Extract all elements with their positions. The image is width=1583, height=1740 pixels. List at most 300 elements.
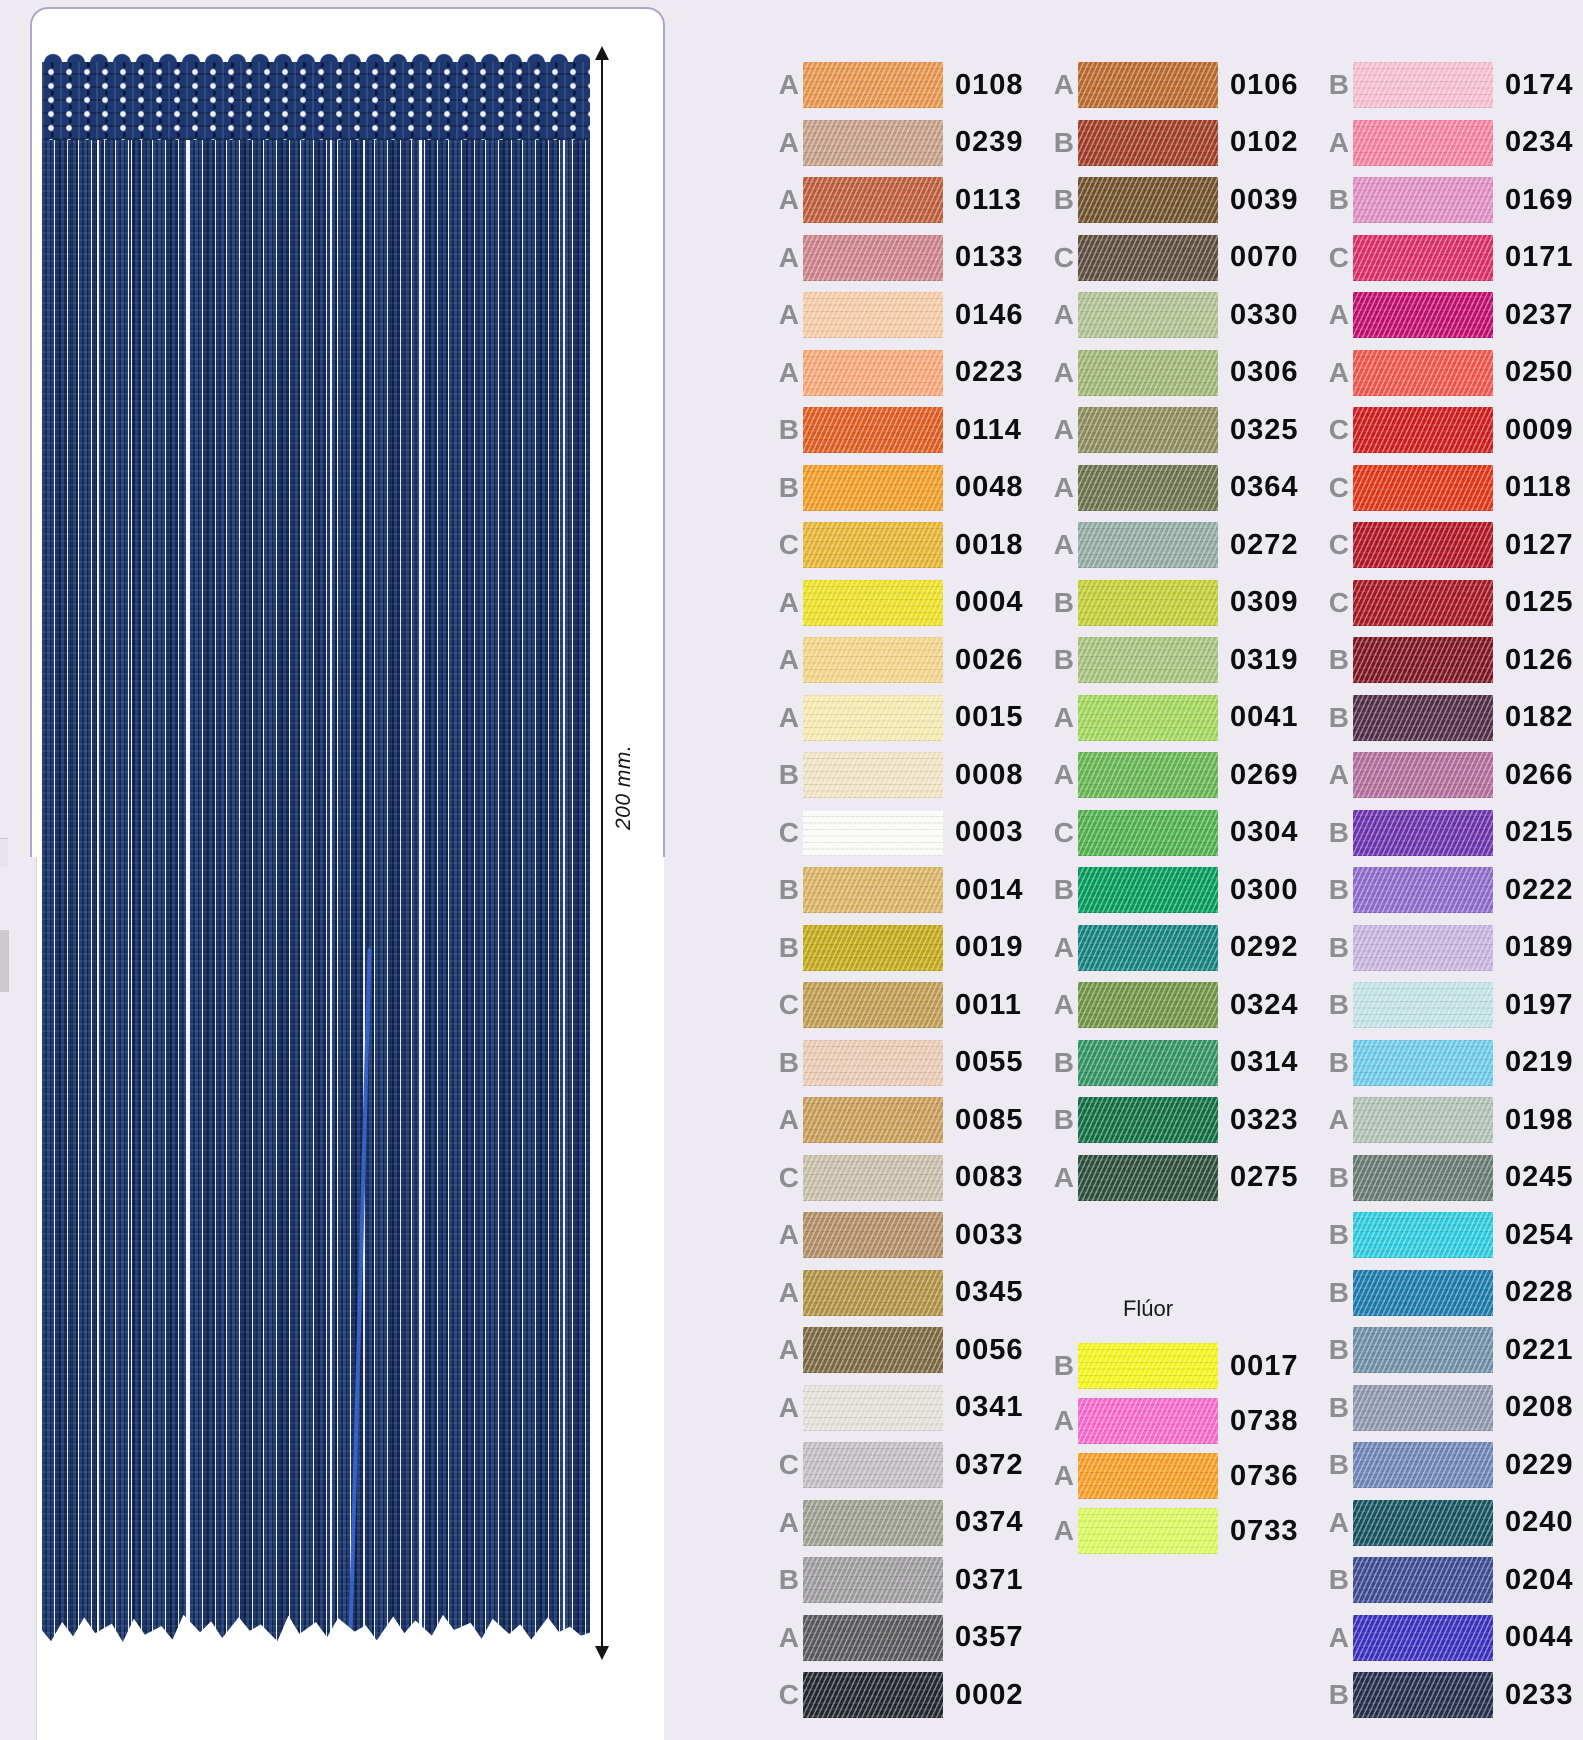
swatch-image[interactable] xyxy=(803,925,943,971)
swatch-code: 0323 xyxy=(1230,1103,1299,1136)
swatch-row xyxy=(1319,695,1574,741)
swatch-row xyxy=(769,695,1024,741)
swatch-row xyxy=(769,1500,1024,1546)
swatch-image[interactable] xyxy=(1353,292,1493,338)
swatch-image[interactable] xyxy=(803,407,943,453)
swatch-row xyxy=(769,522,1024,568)
swatch-code: 0070 xyxy=(1230,241,1299,273)
swatch-row xyxy=(769,580,1024,626)
swatch-image[interactable] xyxy=(1353,407,1493,453)
swatch-row xyxy=(769,1615,1024,1661)
swatch-group-letter: A xyxy=(1328,356,1349,388)
swatch-code: 0223 xyxy=(955,356,1024,388)
swatch-image[interactable] xyxy=(1078,867,1218,913)
swatch-row xyxy=(1319,177,1574,223)
swatch-group-letter: C xyxy=(778,989,799,1020)
swatch-code: 0182 xyxy=(1505,701,1574,733)
swatch-group-letter: C xyxy=(778,1161,799,1193)
fringe-strands xyxy=(42,140,590,1648)
cut-off-panel-edge xyxy=(0,930,9,992)
swatch-group-letter: B xyxy=(1328,1564,1349,1595)
swatch-image[interactable] xyxy=(1078,120,1218,166)
swatch-group-letter: A xyxy=(1053,414,1074,445)
swatch-image[interactable] xyxy=(803,1442,943,1488)
swatch-code: 0033 xyxy=(955,1218,1024,1251)
swatch-row xyxy=(1044,982,1299,1028)
swatch-group-letter: A xyxy=(1328,1621,1349,1653)
swatch-code: 0239 xyxy=(955,126,1024,158)
swatch-code: 0008 xyxy=(955,758,1024,791)
swatch-row xyxy=(1044,350,1299,396)
swatch-image[interactable] xyxy=(803,752,943,798)
swatch-code: 0017 xyxy=(1230,1349,1299,1382)
swatch-row xyxy=(1044,1398,1299,1444)
swatch-group-letter: A xyxy=(778,586,799,618)
swatch-code: 0364 xyxy=(1230,471,1299,503)
swatch-group-letter: A xyxy=(1053,1161,1074,1193)
swatch-code: 0039 xyxy=(1230,183,1299,216)
swatch-row xyxy=(1319,465,1574,511)
swatch-image[interactable] xyxy=(1353,695,1493,741)
swatch-group-letter: B xyxy=(1328,989,1349,1020)
swatch-group-letter: B xyxy=(1328,701,1349,733)
swatch-row xyxy=(1044,1040,1299,1086)
swatch-code: 0126 xyxy=(1505,643,1574,676)
swatch-image[interactable] xyxy=(1078,925,1218,971)
swatch-row xyxy=(769,1155,1024,1201)
swatch-row xyxy=(769,1040,1024,1086)
swatch-row xyxy=(1044,1343,1299,1389)
swatch-image[interactable] xyxy=(803,1155,943,1201)
swatch-row xyxy=(769,62,1024,108)
swatch-image[interactable] xyxy=(1353,1097,1493,1143)
swatch-row xyxy=(1319,1097,1574,1143)
swatch-code: 0325 xyxy=(1230,413,1299,446)
swatch-group-letter: B xyxy=(1328,874,1349,905)
swatch-image[interactable] xyxy=(803,1557,943,1603)
swatch-code: 0171 xyxy=(1505,241,1574,273)
swatch-image[interactable] xyxy=(803,1672,943,1718)
swatch-code: 0306 xyxy=(1230,356,1299,388)
swatch-group-letter: A xyxy=(1328,299,1349,330)
swatch-code: 0341 xyxy=(955,1391,1024,1423)
swatch-group-letter: A xyxy=(778,644,799,675)
swatch-row xyxy=(769,1212,1024,1258)
swatch-image[interactable] xyxy=(1078,407,1218,453)
swatch-row xyxy=(769,235,1024,281)
swatch-row xyxy=(769,867,1024,913)
swatch-row xyxy=(1044,62,1299,108)
swatch-row xyxy=(769,925,1024,971)
swatch-row xyxy=(1319,580,1574,626)
swatch-group-letter: B xyxy=(1053,1046,1074,1078)
swatch-row xyxy=(1044,1508,1299,1554)
swatch-group-letter: A xyxy=(778,184,799,215)
fringe-braided-header xyxy=(42,62,590,140)
swatch-image[interactable] xyxy=(803,1327,943,1373)
swatch-code: 0372 xyxy=(955,1448,1024,1481)
swatch-row xyxy=(769,1385,1024,1431)
swatch-image[interactable] xyxy=(803,1270,943,1316)
swatch-image[interactable] xyxy=(1078,580,1218,626)
swatch-row xyxy=(769,1270,1024,1316)
swatch-image[interactable] xyxy=(1353,1155,1493,1201)
swatch-image[interactable] xyxy=(803,867,943,913)
swatch-group-letter: A xyxy=(1053,299,1074,330)
swatch-code: 0304 xyxy=(1230,816,1299,848)
swatch-row xyxy=(1319,1327,1574,1373)
swatch-group-letter: C xyxy=(1328,471,1349,503)
swatch-group-letter: A xyxy=(778,1219,799,1250)
swatch-image[interactable] xyxy=(803,465,943,511)
swatch-image[interactable] xyxy=(1078,177,1218,223)
swatch-image[interactable] xyxy=(1353,1615,1493,1661)
swatch-image[interactable] xyxy=(803,120,943,166)
swatch-image[interactable] xyxy=(1078,292,1218,338)
swatch-group-letter: B xyxy=(778,471,799,503)
swatch-image[interactable] xyxy=(1353,810,1493,856)
swatch-image[interactable] xyxy=(1078,695,1218,741)
swatch-image[interactable] xyxy=(1353,752,1493,798)
swatch-image[interactable] xyxy=(803,350,943,396)
swatch-code: 0250 xyxy=(1505,356,1574,388)
swatch-row xyxy=(1319,867,1574,913)
swatch-image[interactable] xyxy=(803,1500,943,1546)
swatch-image[interactable] xyxy=(1353,580,1493,626)
swatch-image[interactable] xyxy=(1078,1155,1218,1201)
swatch-image[interactable] xyxy=(1353,465,1493,511)
swatch-row xyxy=(1319,1155,1574,1201)
swatch-group-letter: C xyxy=(1053,241,1074,273)
swatch-group-letter: C xyxy=(1328,586,1349,618)
swatch-row xyxy=(769,752,1024,798)
swatch-code: 0118 xyxy=(1505,471,1572,503)
swatch-group-letter: C xyxy=(778,816,799,848)
swatch-code: 0222 xyxy=(1505,873,1574,906)
swatch-code: 0009 xyxy=(1505,413,1574,446)
swatch-code: 0228 xyxy=(1505,1276,1574,1308)
swatch-group-letter: B xyxy=(778,1046,799,1078)
swatch-code: 0300 xyxy=(1230,873,1299,906)
dimension-arrow-down-icon xyxy=(595,1646,609,1660)
swatch-group-letter: C xyxy=(1328,414,1349,445)
swatch-row xyxy=(1319,810,1574,856)
swatch-image[interactable] xyxy=(803,1212,943,1258)
swatch-row xyxy=(1044,120,1299,166)
swatch-row xyxy=(769,120,1024,166)
swatch-image[interactable] xyxy=(803,292,943,338)
swatch-group-letter: B xyxy=(1053,184,1074,215)
swatch-code: 0374 xyxy=(955,1506,1024,1538)
swatch-code: 0102 xyxy=(1230,126,1299,158)
swatch-group-letter: B xyxy=(1328,1391,1349,1423)
swatch-row xyxy=(1319,1442,1574,1488)
swatch-code: 0245 xyxy=(1505,1161,1574,1193)
swatch-code: 0133 xyxy=(955,241,1024,273)
swatch-code: 0002 xyxy=(955,1678,1024,1711)
swatch-image[interactable] xyxy=(803,1097,943,1143)
fringe-picot-edge xyxy=(42,48,590,63)
swatch-code: 0019 xyxy=(955,931,1024,963)
swatch-code: 0044 xyxy=(1505,1621,1574,1653)
swatch-image[interactable] xyxy=(1353,1385,1493,1431)
swatch-row xyxy=(1044,1097,1299,1143)
swatch-code: 0114 xyxy=(955,413,1022,446)
swatch-row xyxy=(1319,925,1574,971)
swatch-code: 0204 xyxy=(1505,1563,1574,1596)
swatch-group-letter: A xyxy=(1053,989,1074,1020)
swatch-group-letter: B xyxy=(1328,1046,1349,1078)
swatch-image[interactable] xyxy=(1078,350,1218,396)
swatch-group-letter: A xyxy=(1053,1405,1074,1436)
swatch-row xyxy=(1319,1270,1574,1316)
swatch-group-letter: A xyxy=(778,1104,799,1135)
swatch-code: 0234 xyxy=(1505,126,1574,158)
swatch-image[interactable] xyxy=(1353,350,1493,396)
swatch-image[interactable] xyxy=(1078,1508,1218,1554)
swatch-row xyxy=(1044,1155,1299,1201)
swatch-group-letter: B xyxy=(1328,184,1349,215)
swatch-group-letter: A xyxy=(778,1276,799,1308)
swatch-group-letter: B xyxy=(778,759,799,790)
swatch-row xyxy=(1319,292,1574,338)
swatch-group-letter: A xyxy=(778,299,799,330)
dimension-label: 200 mm. xyxy=(612,744,635,830)
swatch-row xyxy=(769,1672,1024,1718)
swatch-image[interactable] xyxy=(1078,235,1218,281)
swatch-image[interactable] xyxy=(1353,1212,1493,1258)
swatch-row xyxy=(1319,1557,1574,1603)
swatch-group-letter: A xyxy=(1053,1460,1074,1491)
swatch-image[interactable] xyxy=(803,1040,943,1086)
swatch-code: 0014 xyxy=(955,873,1024,906)
swatch-code: 0041 xyxy=(1230,701,1299,733)
swatch-image[interactable] xyxy=(1078,522,1218,568)
swatch-group-letter: A xyxy=(1053,931,1074,963)
swatch-image[interactable] xyxy=(1078,752,1218,798)
swatch-code: 0127 xyxy=(1505,528,1574,561)
swatch-code: 0215 xyxy=(1505,816,1574,848)
swatch-image[interactable] xyxy=(1078,1453,1218,1499)
swatch-row xyxy=(1044,867,1299,913)
swatch-row xyxy=(769,465,1024,511)
swatch-row xyxy=(1319,637,1574,683)
swatch-code: 0272 xyxy=(1230,528,1299,561)
swatch-row xyxy=(769,292,1024,338)
swatch-row xyxy=(1319,1672,1574,1718)
swatch-code: 0219 xyxy=(1505,1046,1574,1078)
swatch-group-letter: B xyxy=(1328,1334,1349,1365)
swatch-code: 0371 xyxy=(955,1563,1024,1596)
swatch-code: 0229 xyxy=(1505,1448,1574,1481)
swatch-image[interactable] xyxy=(803,177,943,223)
swatch-row xyxy=(1319,522,1574,568)
swatch-image[interactable] xyxy=(1353,1442,1493,1488)
swatch-image[interactable] xyxy=(1353,637,1493,683)
swatch-code: 0357 xyxy=(955,1621,1024,1653)
swatch-row xyxy=(1044,925,1299,971)
fluor-section-label: Flúor xyxy=(1122,1296,1174,1321)
swatch-row xyxy=(769,1327,1024,1373)
color-column-2 xyxy=(1044,62,1299,1212)
swatch-image[interactable] xyxy=(1353,1500,1493,1546)
swatch-group-letter: A xyxy=(1053,356,1074,388)
dimension-arrow-up-icon xyxy=(595,46,609,60)
swatch-group-letter: A xyxy=(1328,759,1349,790)
swatch-code: 0174 xyxy=(1505,68,1574,101)
swatch-image[interactable] xyxy=(1353,235,1493,281)
swatch-image[interactable] xyxy=(1353,120,1493,166)
swatch-group-letter: B xyxy=(1328,1679,1349,1710)
swatch-row xyxy=(1319,350,1574,396)
swatch-image[interactable] xyxy=(1078,1040,1218,1086)
swatch-image[interactable] xyxy=(803,1385,943,1431)
swatch-image[interactable] xyxy=(1353,522,1493,568)
swatch-code: 0736 xyxy=(1230,1459,1299,1492)
product-photo xyxy=(42,48,590,1648)
swatch-group-letter: B xyxy=(778,931,799,963)
swatch-code: 0237 xyxy=(1505,298,1574,331)
color-column-1 xyxy=(769,62,1024,1730)
swatch-row xyxy=(1319,982,1574,1028)
swatch-code: 0319 xyxy=(1230,643,1299,676)
swatch-group-letter: A xyxy=(778,69,799,100)
swatch-row xyxy=(1319,1212,1574,1258)
swatch-code: 0106 xyxy=(1230,68,1299,101)
swatch-image[interactable] xyxy=(803,580,943,626)
swatch-code: 0083 xyxy=(955,1161,1024,1193)
swatch-group-letter: A xyxy=(1328,1104,1349,1135)
swatch-image[interactable] xyxy=(1078,1343,1218,1389)
swatch-row xyxy=(1319,235,1574,281)
swatch-code: 0733 xyxy=(1230,1514,1299,1547)
swatch-image[interactable] xyxy=(1353,177,1493,223)
swatch-image[interactable] xyxy=(1353,1270,1493,1316)
swatch-row xyxy=(1044,580,1299,626)
swatch-code: 0048 xyxy=(955,471,1024,503)
swatch-image[interactable] xyxy=(1353,925,1493,971)
swatch-group-letter: C xyxy=(1053,816,1074,848)
swatch-code: 0254 xyxy=(1505,1218,1574,1251)
swatch-code: 0233 xyxy=(1505,1678,1574,1711)
swatch-image[interactable] xyxy=(1078,810,1218,856)
swatch-group-letter: A xyxy=(778,1391,799,1423)
swatch-group-letter: A xyxy=(778,1506,799,1538)
swatch-row xyxy=(769,1097,1024,1143)
swatch-image[interactable] xyxy=(1078,982,1218,1028)
swatch-group-letter: A xyxy=(1053,69,1074,100)
swatch-row xyxy=(1044,810,1299,856)
swatch-image[interactable] xyxy=(1353,1557,1493,1603)
swatch-code: 0189 xyxy=(1505,931,1574,963)
swatch-group-letter: B xyxy=(1328,816,1349,848)
swatch-group-letter: A xyxy=(1053,529,1074,560)
swatch-code: 0208 xyxy=(1505,1391,1574,1423)
swatch-group-letter: B xyxy=(1053,1350,1074,1381)
swatch-code: 0269 xyxy=(1230,758,1299,791)
swatch-code: 0324 xyxy=(1230,988,1299,1021)
swatch-image[interactable] xyxy=(803,982,943,1028)
cut-off-panel-edge xyxy=(0,838,8,867)
swatch-image[interactable] xyxy=(1353,62,1493,108)
swatch-image[interactable] xyxy=(803,1615,943,1661)
swatch-group-letter: B xyxy=(1328,1161,1349,1193)
swatch-group-letter: B xyxy=(1328,644,1349,675)
swatch-group-letter: B xyxy=(1328,1276,1349,1308)
swatch-image[interactable] xyxy=(1078,465,1218,511)
swatch-group-letter: B xyxy=(1328,69,1349,100)
swatch-code: 0056 xyxy=(955,1333,1024,1366)
swatch-row xyxy=(1319,407,1574,453)
swatch-image[interactable] xyxy=(1353,867,1493,913)
swatch-image[interactable] xyxy=(1078,1398,1218,1444)
swatch-image[interactable] xyxy=(1353,1040,1493,1086)
swatch-image[interactable] xyxy=(1078,1097,1218,1143)
swatch-row xyxy=(1044,407,1299,453)
swatch-code: 0146 xyxy=(955,298,1024,331)
swatch-group-letter: A xyxy=(1328,1506,1349,1538)
swatch-code: 0266 xyxy=(1505,758,1574,791)
swatch-group-letter: A xyxy=(778,1334,799,1365)
swatch-image[interactable] xyxy=(803,522,943,568)
swatch-image[interactable] xyxy=(803,235,943,281)
swatch-group-letter: A xyxy=(778,1621,799,1653)
swatch-row xyxy=(769,810,1024,856)
swatch-row xyxy=(769,350,1024,396)
swatch-row xyxy=(1044,235,1299,281)
swatch-image[interactable] xyxy=(803,695,943,741)
swatch-image[interactable] xyxy=(803,810,943,856)
swatch-group-letter: C xyxy=(778,529,799,560)
swatch-row xyxy=(1319,120,1574,166)
swatch-row xyxy=(1044,752,1299,798)
swatch-code: 0197 xyxy=(1505,988,1574,1021)
swatch-code: 0221 xyxy=(1505,1333,1574,1366)
swatch-code: 0292 xyxy=(1230,931,1299,963)
swatch-code: 0003 xyxy=(955,816,1024,848)
swatch-image[interactable] xyxy=(803,637,943,683)
swatch-code: 0015 xyxy=(955,701,1024,733)
swatch-image[interactable] xyxy=(1078,637,1218,683)
swatch-row xyxy=(1044,637,1299,683)
swatch-group-letter: A xyxy=(778,126,799,158)
swatch-image[interactable] xyxy=(803,62,943,108)
swatch-code: 0198 xyxy=(1505,1103,1574,1136)
swatch-row xyxy=(1319,1385,1574,1431)
swatch-group-letter: B xyxy=(1053,1104,1074,1135)
swatch-code: 0330 xyxy=(1230,298,1299,331)
swatch-code: 0240 xyxy=(1505,1506,1574,1538)
swatch-row xyxy=(1319,1615,1574,1661)
swatch-code: 0125 xyxy=(1505,586,1574,618)
swatch-row xyxy=(1044,695,1299,741)
swatch-code: 0108 xyxy=(955,68,1024,101)
swatch-row xyxy=(1319,1500,1574,1546)
swatch-image[interactable] xyxy=(1078,62,1218,108)
fluor-color-rows xyxy=(1044,1343,1299,1563)
swatch-row xyxy=(769,637,1024,683)
swatch-group-letter: C xyxy=(778,1679,799,1710)
swatch-image[interactable] xyxy=(1353,1327,1493,1373)
swatch-row xyxy=(1319,752,1574,798)
swatch-group-letter: B xyxy=(778,1564,799,1595)
swatch-group-letter: B xyxy=(1053,874,1074,905)
swatch-group-letter: A xyxy=(778,701,799,733)
swatch-image[interactable] xyxy=(1353,982,1493,1028)
swatch-image[interactable] xyxy=(1353,1672,1493,1718)
swatch-group-letter: B xyxy=(1053,586,1074,618)
swatch-group-letter: C xyxy=(1328,241,1349,273)
